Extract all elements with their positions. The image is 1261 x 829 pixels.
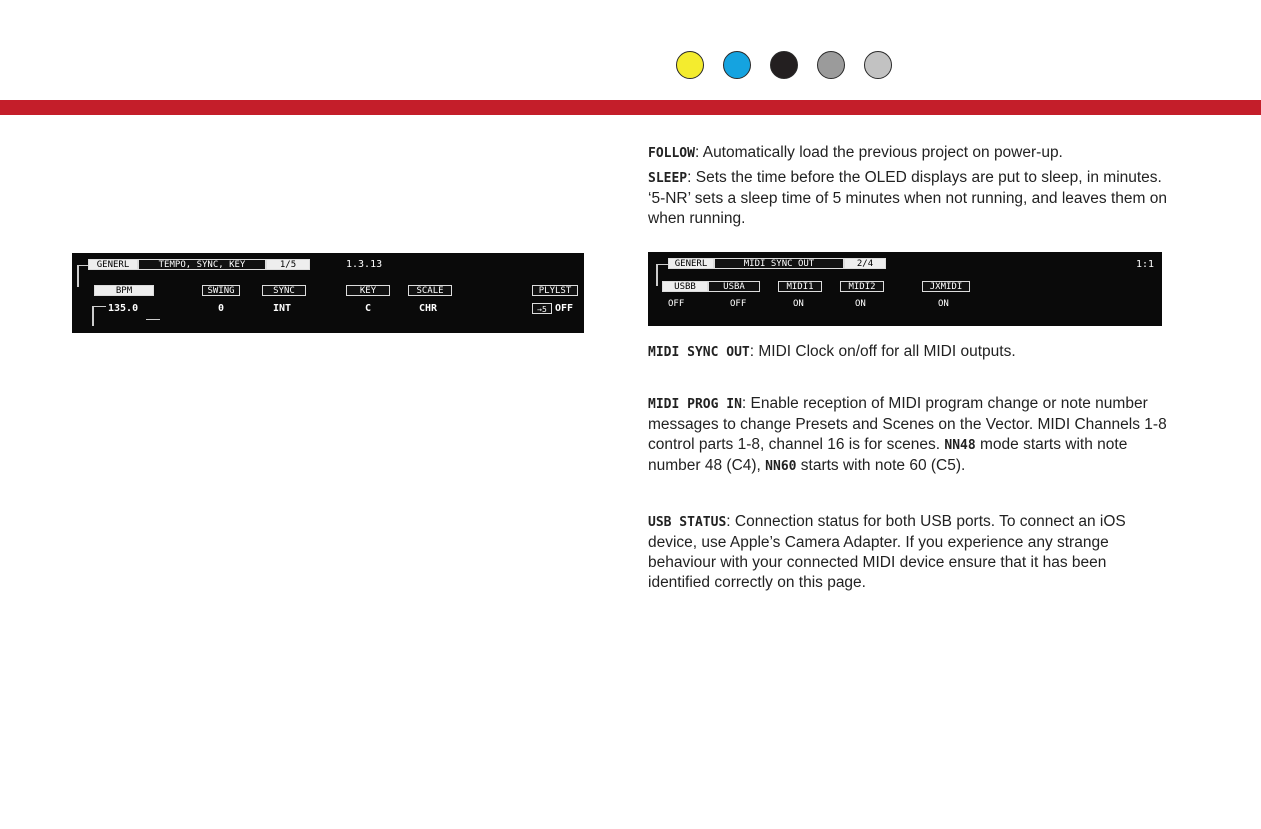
oled-value-key: C bbox=[365, 303, 372, 314]
oled-section: GENERL bbox=[88, 259, 138, 270]
oled-value-midi2: ON bbox=[855, 299, 866, 309]
midi-prog-paragraph: MIDI PROG IN: Enable reception of MIDI program change or note number messages to change Presets and Scenes on the Vector. MIDI Channels 1-8 control parts 1-8, channel 16 is for scenes. NN48 mode starts with note number 48 (C4), NN60 starts with note 60 (C5). bbox=[648, 395, 1167, 474]
oled-label-usbb: USBB bbox=[662, 281, 708, 292]
oled-value-midi1: ON bbox=[793, 299, 804, 309]
oled-label-playlist: PLYLST bbox=[532, 285, 578, 296]
oled-label-jxmidi: JXMIDI bbox=[922, 281, 970, 292]
oled-value-swing: 0 bbox=[218, 303, 225, 314]
color-swatches bbox=[676, 51, 892, 79]
oled-label-sync: SYNC bbox=[262, 285, 306, 296]
oled-position: 1:1 bbox=[1136, 259, 1155, 270]
swatch-cyan bbox=[723, 51, 751, 79]
oled-value-bpm: 135.0 bbox=[108, 303, 139, 314]
intro-paragraph: The GLOBALS pages have a wide range of configuration options for the Vector. There are three main sections: GENERL, PARTS, and ROUTING. Use Prev & Next to move between them. Use encoder 9 to dial through the pages of each section. This page covers general settings, Routing is on the next page, and Parts are covered on pages 14 & 15. bbox=[73, 143, 601, 243]
header-red-bar bbox=[0, 100, 1261, 115]
oled-value-sync: INT bbox=[273, 303, 292, 314]
oled-value-playlist: OFF bbox=[555, 303, 574, 314]
oled-screen-midi-sync bbox=[648, 252, 1162, 326]
oled-screen-tempo bbox=[72, 253, 584, 333]
oled-value-usba: OFF bbox=[730, 299, 747, 309]
oled-label-bpm: BPM bbox=[94, 285, 154, 296]
oled-page: 2/4 bbox=[844, 258, 886, 269]
oled-label-key: KEY bbox=[346, 285, 390, 296]
playlist-icon: →5 bbox=[532, 303, 552, 314]
midi-sync-paragraph: MIDI SYNC OUT: MIDI Clock on/off for all MIDI outputs. bbox=[648, 343, 1016, 360]
oled-value-usbb: OFF bbox=[668, 299, 685, 309]
oled-section: GENERL bbox=[668, 258, 714, 269]
tuning-paragraph: TUNING: You can load up to 2 tunings in MTS format from the SD card. For more on tunings, see page X. bbox=[73, 433, 582, 471]
oled-page: 1/5 bbox=[266, 259, 310, 270]
misc-list: MISC-ellanious settings: AUTO LD: Automatically load the previous project on power-up. AUTO SV: Automatically save the current project each time the Vector is stopped. ENC SW: Sets the behavior of the Encoder switches: NORM: Follow the behavior of the white keys on the mini-keyboard. GATE: Add or remove gates to sequence steps. SKIP, MUTE, SEL : Skip, Mute or Select sequence steps. PART: Pick which of the 8 Parts to edit. OFF: Do nothing. bbox=[73, 508, 556, 755]
usb-status-paragraph: USB STATUS: Connection status for both USB ports. To connect an iOS device, use Apple’s Camera Adapter. If you experience any strange behaviour with your connected MIDI device ensure that it has been identified correctly on this page. bbox=[648, 513, 1126, 591]
oled-value-jxmidi: ON bbox=[938, 299, 949, 309]
oled-label-scale: SCALE bbox=[408, 285, 452, 296]
sleep-paragraph: SLEEP: Sets the time before the OLED displays are put to sleep, in minutes. ‘5-NR’ sets a sleep time of 5 minutes when not running, and leaves them on when running. bbox=[648, 169, 1167, 227]
swatch-black bbox=[770, 51, 798, 79]
oled-value-scale: CHR bbox=[419, 303, 438, 314]
oled-label-usba: USBA bbox=[708, 281, 760, 292]
swatch-light-gray bbox=[864, 51, 892, 79]
oled-title: MIDI SYNC OUT bbox=[714, 258, 844, 269]
oled-position: 1.3.13 bbox=[346, 259, 383, 270]
follow-paragraph: FOLLOW: Automatically load the previous project on power-up. bbox=[648, 144, 1063, 161]
tempo-paragraph: TEMPO, SYNC, KEY: Set the global tempo, swing amount, sync mode, key and scale. This is also where you turn the Preset Playlist on and off. For more on sync, see External Sync on page 14. bbox=[73, 351, 604, 409]
oled-label-midi2: MIDI2 bbox=[840, 281, 884, 292]
oled-label-swing: SWING bbox=[202, 285, 240, 296]
swatch-gray bbox=[817, 51, 845, 79]
swatch-yellow bbox=[676, 51, 704, 79]
oled-label-midi1: MIDI1 bbox=[778, 281, 822, 292]
oled-title: TEMPO, SYNC, KEY bbox=[138, 259, 266, 270]
